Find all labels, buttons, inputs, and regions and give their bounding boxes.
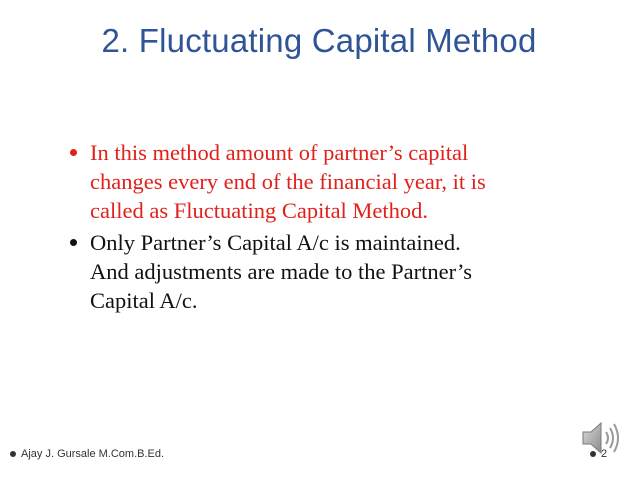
footer-bullet-icon — [10, 451, 16, 457]
bullet-dot-icon — [70, 239, 77, 246]
bullet-line: In this method amount of partner’s capital — [90, 140, 469, 165]
speaker-icon[interactable] — [579, 418, 623, 458]
bullet-item-fluctuating-definition — [70, 138, 590, 225]
footer-author-text: Ajay J. Gursale M.Com.B.Ed. — [21, 448, 165, 460]
slide-title: 2. Fluctuating Capital Method — [101, 22, 537, 59]
bullet-line: called as Fluctuating Capital Method. — [90, 198, 429, 223]
bullet-dot-icon — [70, 149, 77, 156]
bullet-line: And adjustments are made to the Partner’s — [90, 259, 472, 284]
bullet-line: Only Partner’s Capital A/c is maintained. — [90, 230, 461, 255]
bullet-list — [70, 138, 590, 318]
bullet-line: changes every end of the financial year, it is — [90, 169, 486, 194]
page-number: 2 — [601, 448, 608, 460]
bullet-line: Capital A/c. — [90, 288, 198, 313]
footer-author — [10, 448, 164, 460]
bullet-item-capital-account — [70, 228, 590, 315]
